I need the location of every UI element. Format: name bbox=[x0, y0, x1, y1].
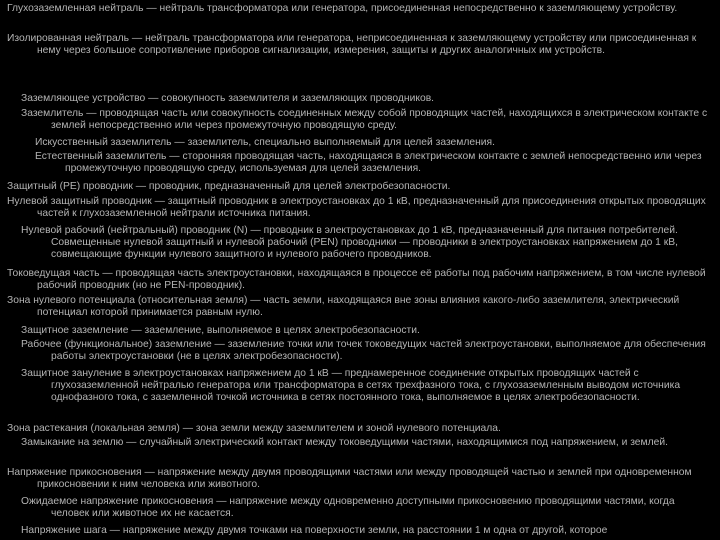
definition-live-part: Токоведущая часть — проводящая часть электроустановки, находящаяся в процессе её работы под рабочим напряжением, в том числе нулевой рабочий проводник (но не PEN-проводник). bbox=[7, 268, 706, 292]
definition-touch-voltage: Напряжение прикосновения — напряжение между двумя проводящими частями или между проводящей частью и землей при одновременном прикосновении к ним человека или животного. bbox=[7, 467, 692, 491]
definition-working-grounding: Рабочее (функциональное) заземление — заземление точки или точек токоведущих частей электроустановки, выполняемое для обеспечения работы электроустановки (не в целях электробезопасности). bbox=[21, 339, 706, 363]
definition-expected-touch-voltage: Ожидаемое напряжение прикосновения — напряжение между одновременно доступными прикосновению проводящими частями, когда человек или животное их не касается. bbox=[21, 496, 675, 520]
definition-artificial-ground-electrode: Искусственный заземлитель — заземлитель, специально выполняемый для целей заземления. bbox=[35, 137, 495, 148]
definition-protective-neutralling: Защитное зануление в электроустановках напряжением до 1 кВ — преднамеренное соединение открытых проводящих частей с глухозаземленной нейтралью генератора или трансформатора в сетях трехфазного тока, с глухозаземленным выводом источника однофазного тока, с заземленной точкой источника в сетях постоянного тока, выполняемое в целях электробезопасности. bbox=[21, 368, 681, 404]
definition-step-voltage: Напряжение шага — напряжение между двумя точками на поверхности земли, на расстоянии 1 м одна от другой, которое bbox=[21, 525, 608, 536]
definition-natural-ground-electrode: Естественный заземлитель — сторонняя проводящая часть, находящаяся в электрическом контакте с землей непосредственно или через промежуточную проводящую среду, используемая для целей заземления. bbox=[35, 151, 702, 175]
definition-grounding-device: Заземляющее устройство — совокупность заземлителя и заземляющих проводников. bbox=[21, 93, 435, 104]
definition-protective-grounding: Защитное заземление — заземление, выполняемое в целях электробезопасности. bbox=[21, 325, 420, 336]
definition-zero-potential-zone: Зона нулевого потенциала (относительная земля) — часть земли, находящаяся вне зоны влияния какого-либо заземлителя, электрический потенциал которой принимается равным нулю. bbox=[7, 295, 680, 319]
definition-pe-conductor: Защитный (PE) проводник — проводник, предназначенный для целей электробезопасности. bbox=[7, 181, 451, 192]
definition-spreading-zone: Зона растекания (локальная земля) — зона земли между заземлителем и зоной нулевого потенциала. bbox=[7, 423, 501, 434]
definition-solidly-grounded-neutral: Глухозаземленная нейтраль — нейтраль трансформатора или генератора, присоединенная непосредственно к заземляющему устройству. bbox=[7, 3, 678, 14]
definition-neutral-protective-conductor: Нулевой защитный проводник — защитный проводник в электроустановках до 1 кВ, предназначенный для присоединения открытых проводящих частей к глухозаземленной нейтрали источника питания. bbox=[7, 196, 706, 220]
definition-isolated-neutral: Изолированная нейтраль — нейтраль трансформатора или генератора, неприсоединенная к заземляющему устройству или присоединенная к нему через большое сопротивление приборов сигнализации, измерения, защиты и других аналогичных им устройств. bbox=[7, 33, 697, 57]
definition-ground-electrode: Заземлитель — проводящая часть или совокупность соединенных между собой проводящих частей, находящихся в электрическом контакте с землей непосредственно или через промежуточную проводящую среду. bbox=[21, 108, 708, 132]
definition-neutral-working-conductor: Нулевой рабочий (нейтральный) проводник (N) — проводник в электроустановках до 1 кВ, предназначенный для питания потребителей. Совмещенные нулевой защитный и нулевой рабочий (PEN) проводники — проводники в электроустановках напряжением до 1 кВ, совмещающие функции нулевого защитного и нулевого рабочего проводников. bbox=[21, 225, 679, 261]
definition-ground-fault: Замыкание на землю — случайный электрический контакт между токоведущими частями, находящимися под напряжением, и землей. bbox=[21, 437, 668, 448]
